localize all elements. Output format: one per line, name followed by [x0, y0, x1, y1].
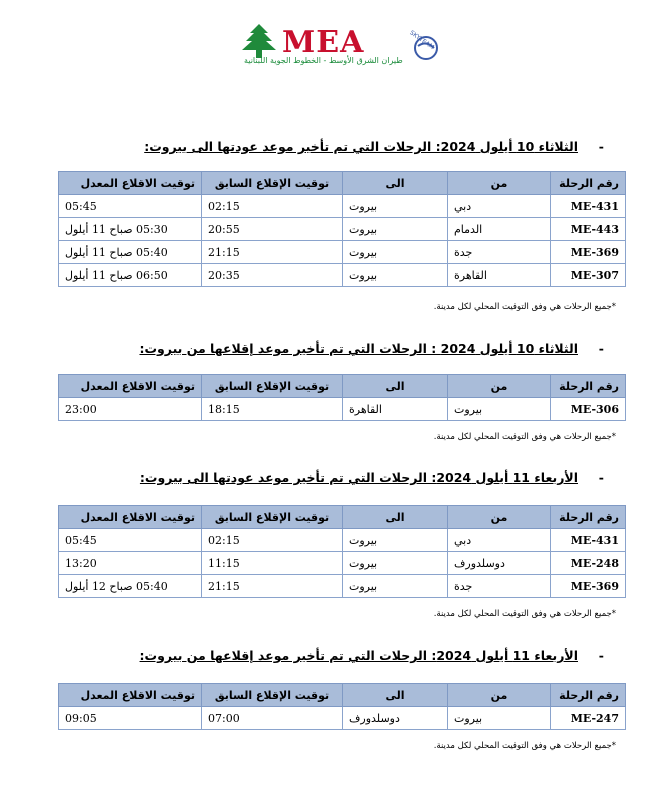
- section-2-note: *جميع الرحلات هي وفق التوقيت المحلي لكل مدينة.: [433, 432, 616, 442]
- col-previous-departure: توقيت الإقلاع السابق: [202, 506, 343, 529]
- col-to: الى: [343, 375, 448, 398]
- section-3-table: [58, 505, 626, 598]
- skyteam-logo-icon: [406, 28, 442, 64]
- col-flight-number: رقم الرحلة: [551, 172, 626, 195]
- col-to: الى: [343, 506, 448, 529]
- col-flight-number: رقم الرحلة: [551, 506, 626, 529]
- table-row: ME-431 دبي بيروت 02:15 05:45: [59, 529, 626, 552]
- table-header-row: [59, 506, 626, 529]
- table-header-row: [59, 172, 626, 195]
- table-row: ME-307 القاهرة بيروت 20:35 06:50 صباح 11 أيلول: [59, 264, 626, 287]
- section-4-title: -الأربعاء 11 أيلول 2024: الرحلات التي تم تأخير موعد إقلاعها من بيروت:: [139, 648, 604, 663]
- col-previous-departure: توقيت الإقلاع السابق: [202, 172, 343, 195]
- col-adjusted-departure: توقيت الاقلاع المعدل: [59, 375, 202, 398]
- table-row: ME-431 دبي بيروت 02:15 05:45: [59, 195, 626, 218]
- col-adjusted-departure: توقيت الاقلاع المعدل: [59, 506, 202, 529]
- mea-logo: [238, 22, 448, 74]
- section-4-note: *جميع الرحلات هي وفق التوقيت المحلي لكل مدينة.: [433, 741, 616, 751]
- table-row: ME-369 جدة بيروت 21:15 05:40 صباح 11 أيلول: [59, 241, 626, 264]
- col-from: من: [448, 506, 551, 529]
- col-adjusted-departure: توقيت الاقلاع المعدل: [59, 172, 202, 195]
- section-3-title: -الأربعاء 11 أيلول 2024: الرحلات التي تم تأخير موعد عودتها الى بيروت:: [139, 470, 604, 485]
- col-previous-departure: توقيت الإقلاع السابق: [202, 684, 343, 707]
- section-2-table: [58, 374, 626, 421]
- col-to: الى: [343, 684, 448, 707]
- table-header-row: [59, 684, 626, 707]
- section-1-title: -الثلاثاء 10 أيلول 2024: الرحلات التي تم تأخير موعد عودتها الى بيروت:: [144, 139, 604, 154]
- mea-arabic-tagline: طيران الشرق الأوسط - الخطوط الجوية اللبنانية: [244, 56, 403, 65]
- col-flight-number: رقم الرحلة: [551, 684, 626, 707]
- table-header-row: [59, 375, 626, 398]
- col-from: من: [448, 375, 551, 398]
- col-previous-departure: توقيت الإقلاع السابق: [202, 375, 343, 398]
- table-row: ME-306 بيروت القاهرة 18:15 23:00: [59, 398, 626, 421]
- section-3-note: *جميع الرحلات هي وفق التوقيت المحلي لكل مدينة.: [433, 609, 616, 619]
- col-from: من: [448, 172, 551, 195]
- section-4-table: [58, 683, 626, 730]
- table-row: ME-369 جدة بيروت 21:15 05:40 صباح 12 أيلول: [59, 575, 626, 598]
- section-2-title: -الثلاثاء 10 أيلول 2024 : الرحلات التي تم تأخير موعد إقلاعها من بيروت:: [139, 341, 604, 356]
- skyteam-label: SKYTEAM: [408, 29, 436, 52]
- section-1-note: *جميع الرحلات هي وفق التوقيت المحلي لكل مدينة.: [433, 302, 616, 312]
- table-row: ME-443 الدمام بيروت 20:55 05:30 صباح 11 أيلول: [59, 218, 626, 241]
- mea-brand-text: MEA: [282, 25, 365, 60]
- col-from: من: [448, 684, 551, 707]
- col-to: الى: [343, 172, 448, 195]
- col-flight-number: رقم الرحلة: [551, 375, 626, 398]
- table-row: ME-248 دوسلدورف بيروت 11:15 13:20: [59, 552, 626, 575]
- section-1-table: [58, 171, 626, 287]
- col-adjusted-departure: توقيت الاقلاع المعدل: [59, 684, 202, 707]
- table-row: ME-247 بيروت دوسلدورف 07:00 09:05: [59, 707, 626, 730]
